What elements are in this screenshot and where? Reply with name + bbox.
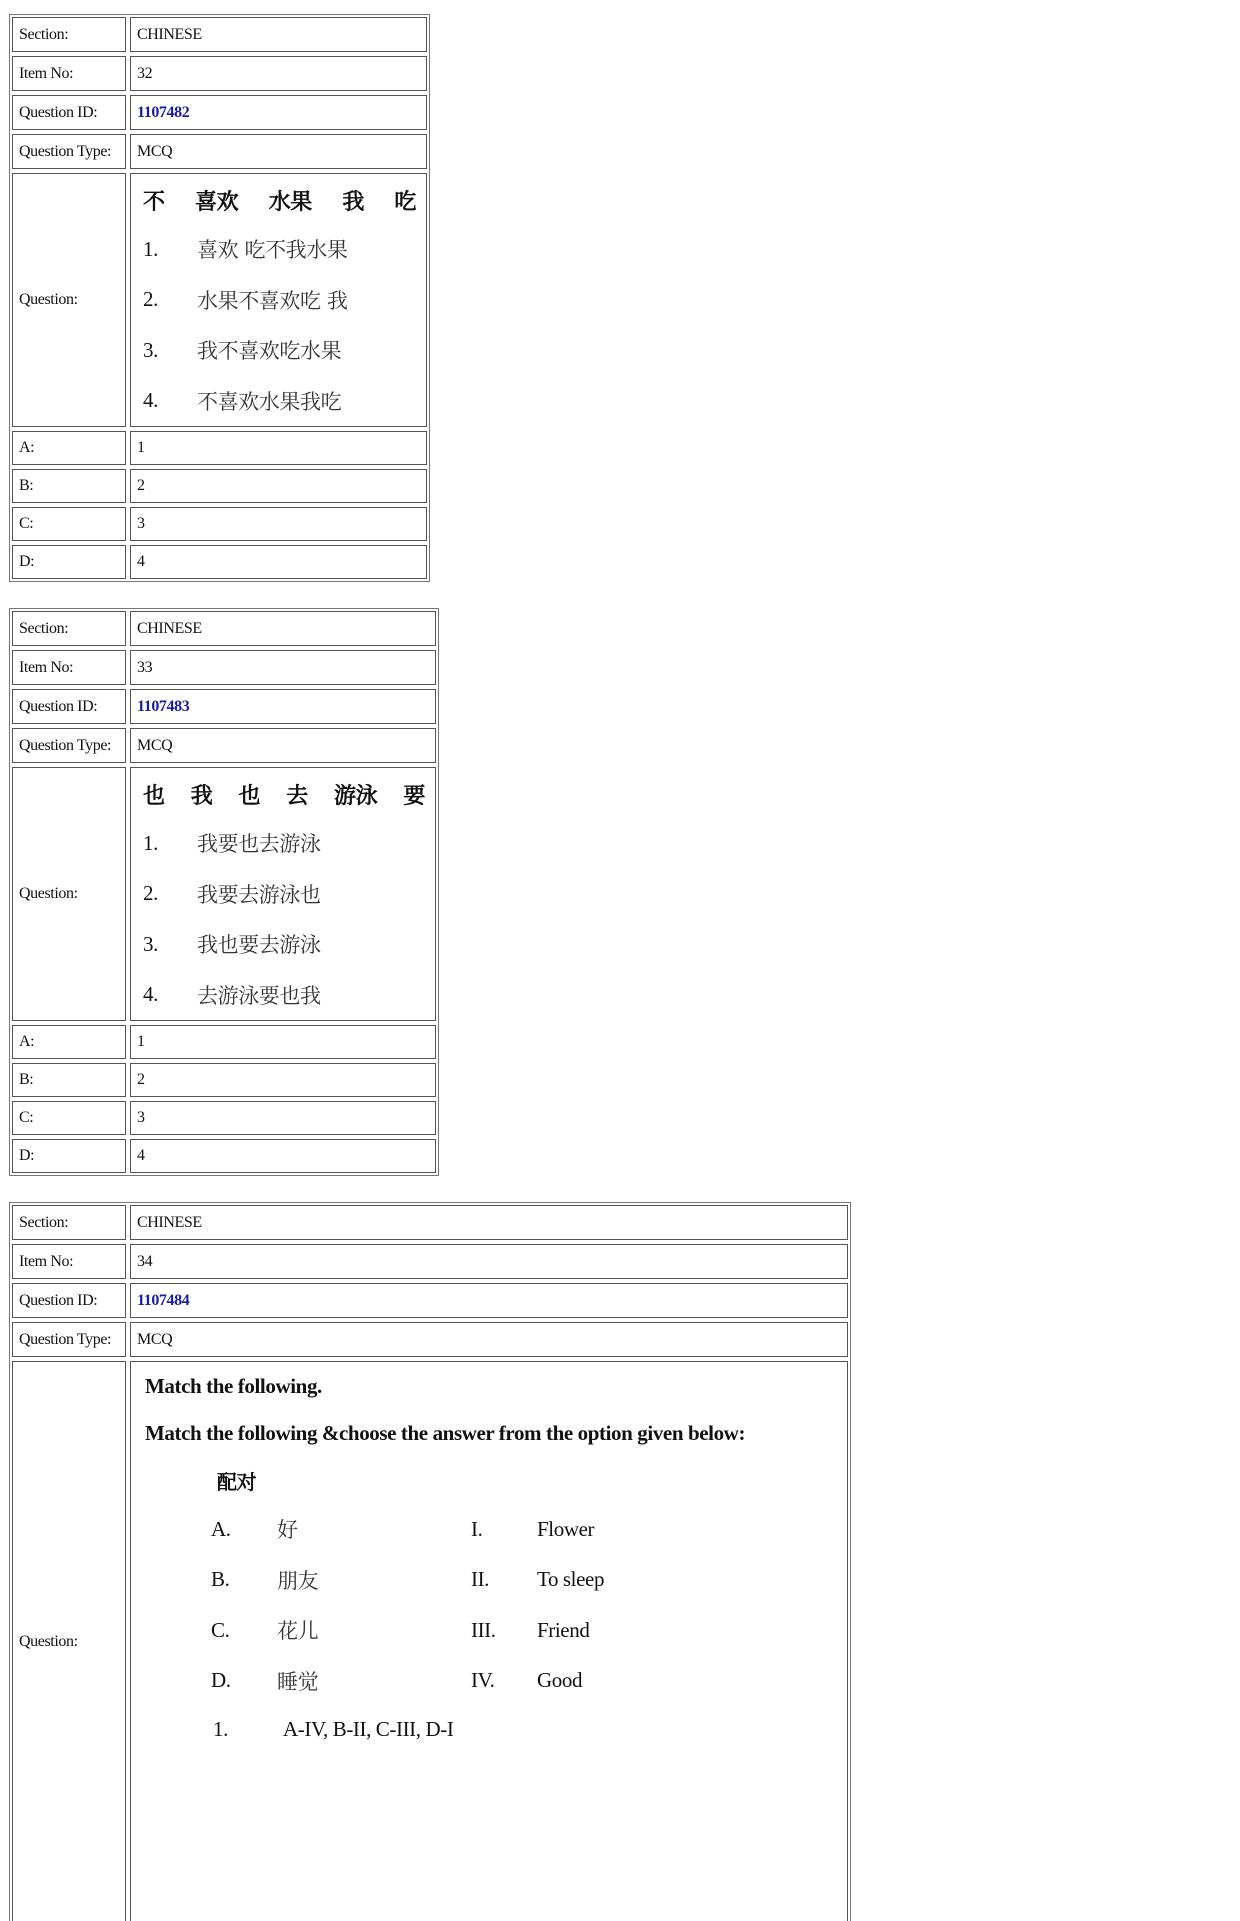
- section-label: Section:: [12, 611, 126, 646]
- answer-b-value: 2: [130, 469, 427, 503]
- question-body: [130, 173, 427, 427]
- answer-a-value: 1: [130, 1025, 436, 1059]
- item-no-value: 33: [130, 650, 436, 685]
- word: 去: [286, 783, 308, 809]
- section-label: Section:: [12, 1205, 126, 1240]
- item-no-label: Item No:: [12, 650, 126, 685]
- answer-d-value: 4: [130, 1139, 436, 1173]
- answer-c-value: 3: [130, 507, 427, 541]
- section-value: CHINESE: [130, 611, 436, 646]
- word: 吃: [394, 189, 416, 215]
- match-heading: 配对: [217, 1470, 257, 1494]
- question-id-label: Question ID:: [12, 689, 126, 724]
- word: 游泳: [334, 783, 378, 809]
- answer-d-value: 4: [130, 545, 427, 579]
- item-no-value: 34: [130, 1244, 848, 1279]
- question-card-32: [9, 14, 430, 582]
- section-label: Section:: [12, 17, 126, 52]
- answer-c-label: C:: [12, 507, 126, 541]
- question-id-value: 1107484: [130, 1283, 848, 1318]
- question-id-label: Question ID:: [12, 1283, 126, 1318]
- option-2: 2. 水果不喜欢吃 我: [143, 287, 348, 313]
- word: 不: [143, 189, 165, 215]
- word: 也: [238, 783, 261, 809]
- word: 我: [342, 189, 364, 215]
- question-id-label: Question ID:: [12, 95, 126, 130]
- question-type-value: MCQ: [130, 134, 427, 169]
- question-card-33: [9, 608, 439, 1176]
- instruction-line-1: Match the following.: [145, 1374, 322, 1398]
- match-row: B. 朋友 II. To sleep: [211, 1567, 605, 1593]
- item-no-label: Item No:: [12, 56, 126, 91]
- answer-d-label: D:: [12, 545, 126, 579]
- question-type-label: Question Type:: [12, 728, 126, 763]
- section-value: CHINESE: [130, 1205, 848, 1240]
- question-type-value: MCQ: [130, 1322, 848, 1357]
- scrambled-words: [131, 770, 435, 818]
- question-label: Question:: [12, 173, 126, 427]
- question-body: [130, 1361, 848, 1921]
- answer-b-label: B:: [12, 469, 126, 503]
- answer-b-label: B:: [12, 1063, 126, 1097]
- answer-a-label: A:: [12, 431, 126, 465]
- match-row: D. 睡觉 IV. Good: [211, 1668, 583, 1694]
- question-id-value: 1107483: [130, 689, 436, 724]
- option-3: 3. 我不喜欢吃水果: [143, 337, 342, 364]
- question-id-value: 1107482: [130, 95, 427, 130]
- item-no-value: 32: [130, 56, 427, 91]
- answer-a-value: 1: [130, 431, 427, 465]
- option-1: 1. 喜欢 吃不我水果: [143, 236, 348, 263]
- section-value: CHINESE: [130, 17, 427, 52]
- word: 我: [190, 783, 213, 809]
- word: 也: [143, 783, 165, 809]
- question-label: Question:: [12, 1361, 126, 1921]
- match-row: A. 好 I. Flower: [211, 1516, 595, 1543]
- question-type-label: Question Type:: [12, 1322, 126, 1357]
- question-body: [130, 767, 436, 1021]
- option-4: 4. 不喜欢水果我吃: [143, 388, 342, 414]
- instruction-line-2: Match the following &choose the answer from the option given below:: [145, 1421, 746, 1445]
- question-card-34: [9, 1202, 851, 1921]
- answer-b-value: 2: [130, 1063, 436, 1097]
- answer-c-value: 3: [130, 1101, 436, 1135]
- match-row: C. 花儿 III. Friend: [211, 1617, 590, 1644]
- answer-a-label: A:: [12, 1025, 126, 1059]
- item-no-label: Item No:: [12, 1244, 126, 1279]
- option-3: 3. 我也要去游泳: [143, 931, 321, 958]
- scrambled-words: [131, 176, 426, 224]
- question-label: Question:: [12, 767, 126, 1021]
- option-2: 2. 我要去游泳也: [143, 881, 321, 907]
- question-type-value: MCQ: [130, 728, 436, 763]
- word: 水果: [268, 189, 312, 215]
- answer-option-1: 1. A-IV, B-II, C-III, D-I: [213, 1716, 454, 1741]
- answer-d-label: D:: [12, 1139, 126, 1173]
- word: 喜欢: [195, 189, 239, 215]
- answer-c-label: C:: [12, 1101, 126, 1135]
- option-1: 1. 我要也去游泳: [143, 830, 321, 857]
- word: 要: [403, 783, 425, 809]
- option-4: 4. 去游泳要也我: [143, 982, 321, 1008]
- question-type-label: Question Type:: [12, 134, 126, 169]
